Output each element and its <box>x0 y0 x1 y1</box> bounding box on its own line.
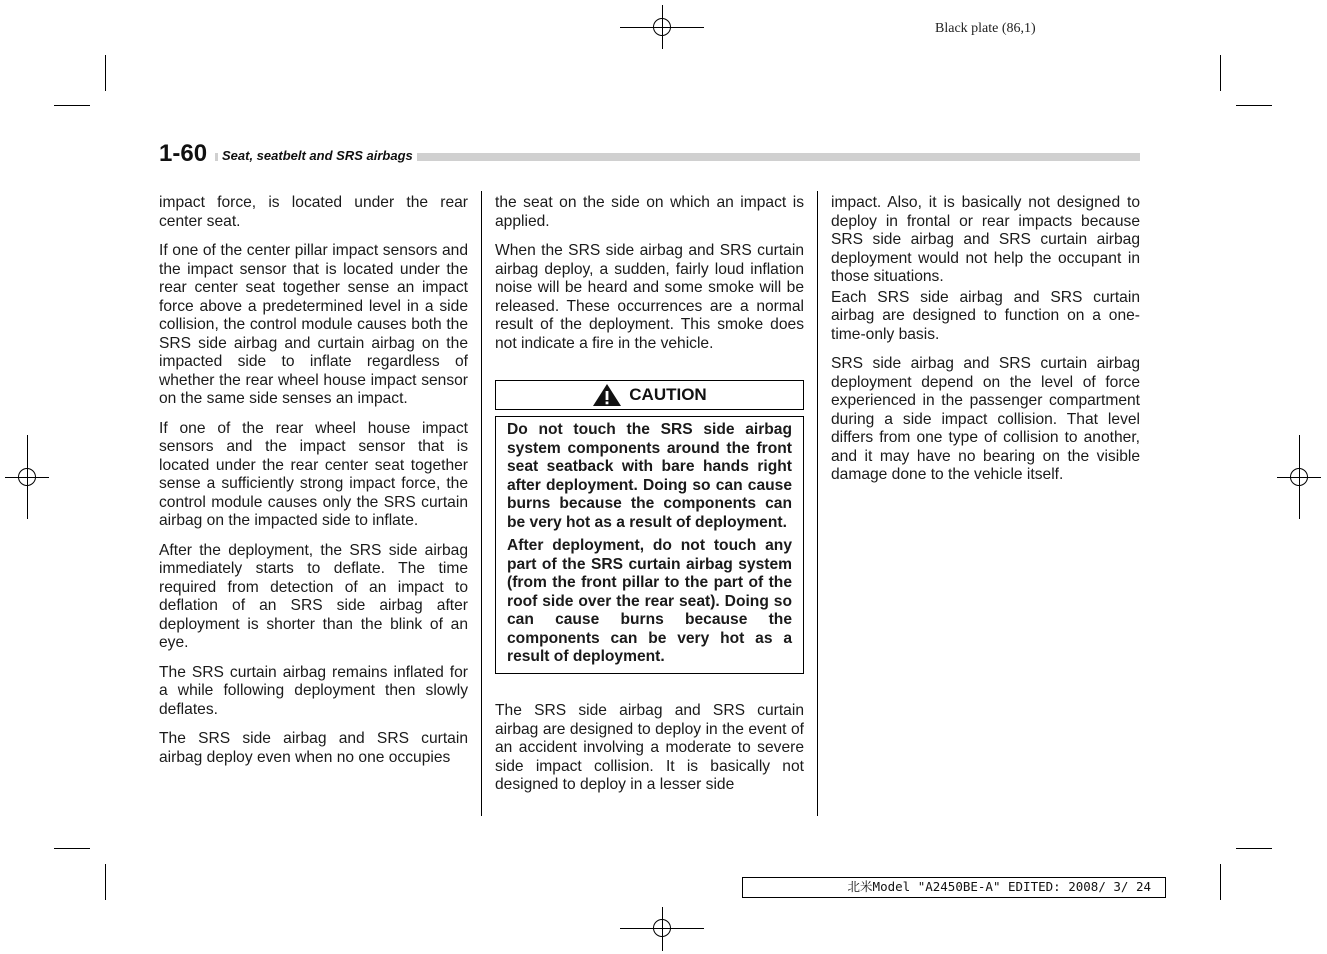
paragraph: The SRS curtain airbag remains inflated for a while following deployment then slowly deflates. <box>159 663 468 718</box>
paragraph: If one of the center pillar impact sensors and the impact sensor that is located under the rear center seat together sense an impact force above a predetermined level in a side collision, the control module causes both the SRS side airbag and curtain airbag on the impacted side to inflate regardless of whether the rear wheel house impact sensor on the same side senses an impact. <box>159 242 468 407</box>
caution-label: CAUTION <box>629 385 707 404</box>
crop-mark <box>1236 848 1272 849</box>
registration-circle <box>653 919 671 937</box>
column-divider <box>817 191 818 816</box>
paragraph: When the SRS side airbag and SRS curtain airbag deploy, a sudden, fairly loud inflation noise will be heard and some smoke will be released. These occurrences are a normal result of the deployment. This smoke does not indicate a fire in the vehicle. <box>495 242 804 352</box>
paragraph: The SRS side airbag and SRS curtain airbag deploy even when no one occupies <box>159 730 468 766</box>
crop-mark <box>1220 55 1221 91</box>
plate-label: Black plate (86,1) <box>935 21 1036 36</box>
column-1 <box>159 194 468 778</box>
registration-circle <box>18 468 36 486</box>
paragraph: Each SRS side airbag and SRS curtain airbag are designed to function on a one-time-only basis. <box>831 288 1140 343</box>
paragraph: impact. Also, it is basically not designed to deploy in frontal or rear impacts because SRS side airbag and SRS curtain airbag deployment would not help the occupant in those situations. <box>831 194 1140 285</box>
column-2 <box>495 194 804 364</box>
registration-circle <box>1290 468 1308 486</box>
column-3 <box>831 194 1140 496</box>
paragraph: After the deployment, the SRS side airbag immediately starts to deflate. The time required from detection of an impact to deflation of an SRS side airbag after deployment is shorter than the blink of an eye. <box>159 541 468 651</box>
paragraph: impact force, is located under the rear center seat. <box>159 194 468 230</box>
paragraph: The SRS side airbag and SRS curtain airbag are designed to deploy in the event of an accident involving a moderate to severe side impact collision. It is basically not designed to deploy in a lesser side <box>495 702 804 793</box>
caution-box <box>495 416 804 674</box>
edition-footer: 北米Model "A2450BE-A" EDITED: 2008/ 3/ 24 <box>742 877 1166 898</box>
paragraph: the seat on the side on which an impact is applied. <box>495 194 804 230</box>
caution-header <box>495 380 804 410</box>
warning-triangle-icon <box>592 383 622 407</box>
crop-mark <box>105 864 106 900</box>
column-divider <box>481 191 482 816</box>
caution-paragraph: After deployment, do not touch any part of the SRS curtain airbag system (from the front pillar to the part of the roof side over the rear seat). Doing so can cause burns because the components can be very hot as a result of deployment. <box>507 537 792 665</box>
crop-mark <box>105 55 106 91</box>
page-number: 1-60 <box>159 140 215 168</box>
crop-mark <box>1220 864 1221 900</box>
paragraph: If one of the rear wheel house impact sensors and the impact sensor that is located under the rear center seat together sense a sufficiently strong impact force, the control module causes only the SRS curtain airbag on the impacted side to inflate. <box>159 419 468 529</box>
paragraph: SRS side airbag and SRS curtain airbag deployment depend on the level of force experienced in the passenger compartment during a side impact collision. That level differs from one type of collision to another, and it may have no bearing on the visible damage done to the vehicle itself. <box>831 355 1140 483</box>
section-title: Seat, seatbelt and SRS airbags <box>218 148 417 164</box>
caution-paragraph: Do not touch the SRS side airbag system components around the front seat seatback with bare hands right after deployment. Doing so can cause burns because the components can be very hot as a result of deployment. <box>507 421 792 531</box>
crop-mark <box>54 105 90 106</box>
crop-mark <box>54 848 90 849</box>
crop-mark <box>1236 105 1272 106</box>
column-2-bottom <box>495 702 804 795</box>
registration-circle <box>653 18 671 36</box>
